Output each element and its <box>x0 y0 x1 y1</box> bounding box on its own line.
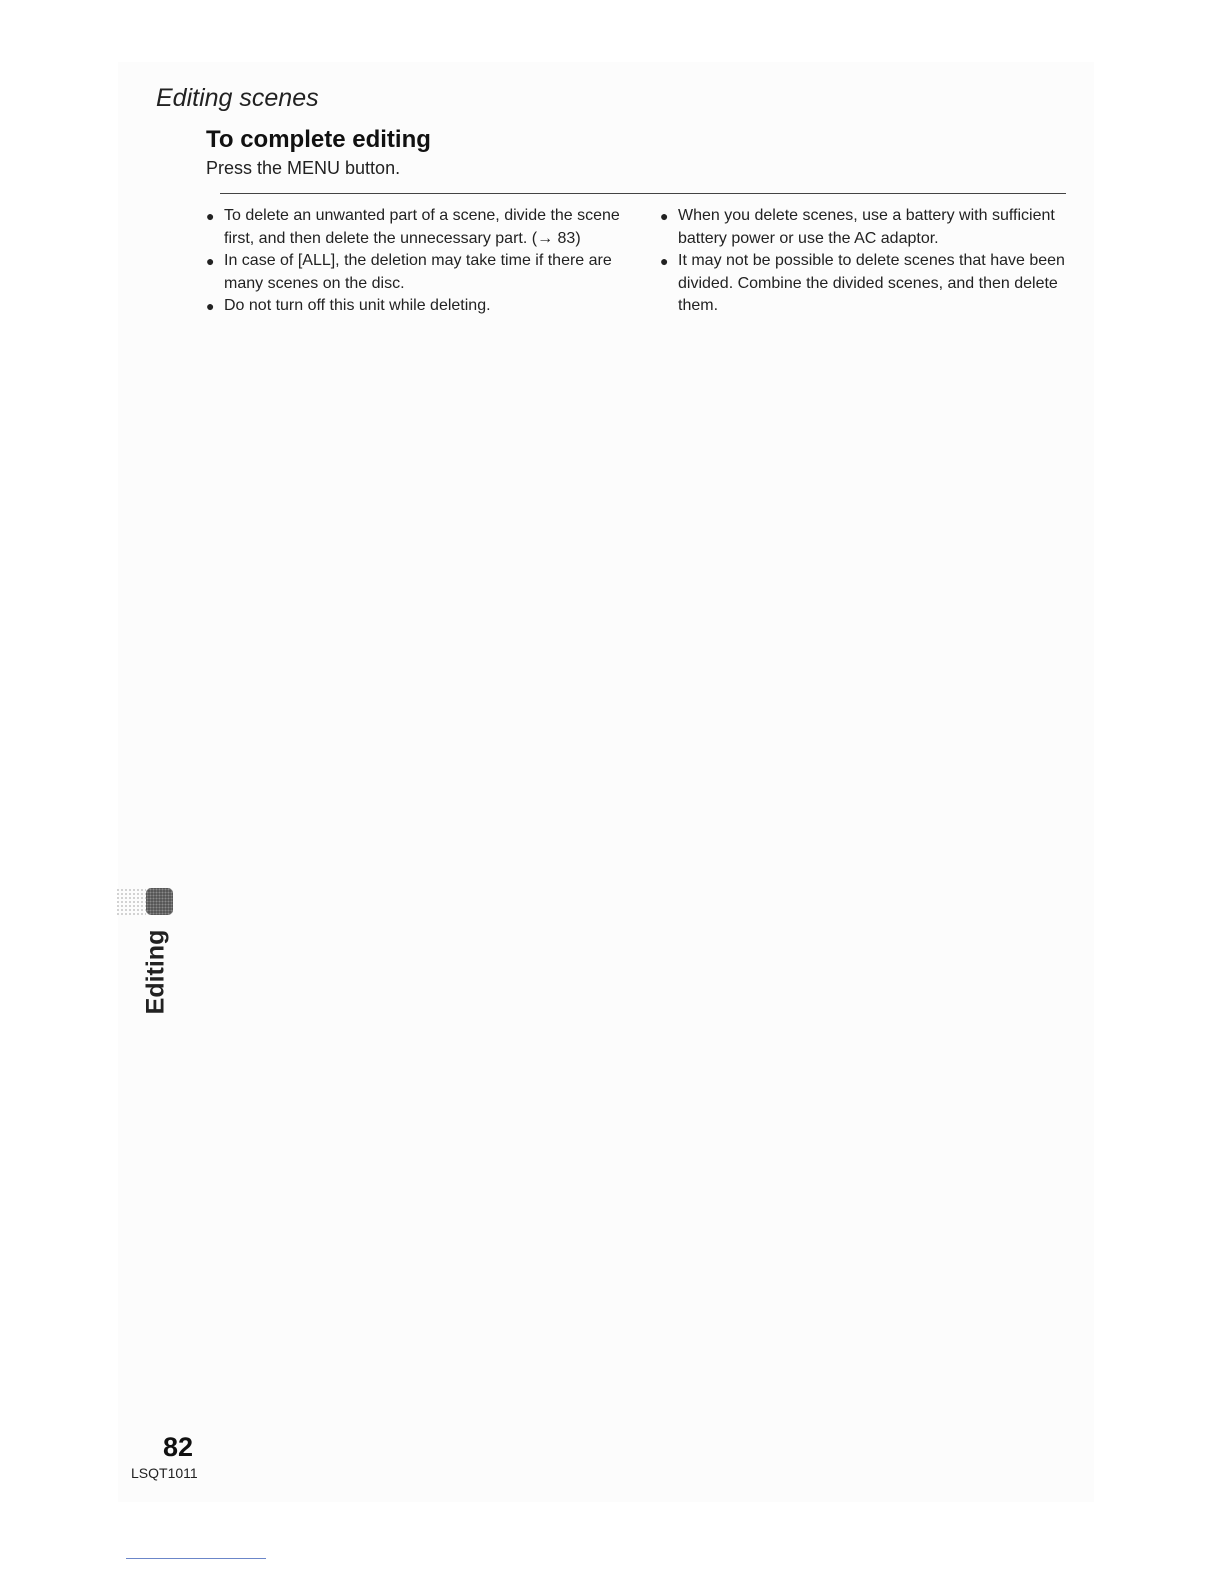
bullet-icon: ● <box>206 208 215 224</box>
bullet-icon: ● <box>206 298 215 315</box>
page-number: 82 <box>163 1432 194 1462</box>
subsection-body: Press the MENU button. <box>206 158 401 178</box>
section-title: Editing scenes <box>156 84 319 112</box>
subsection-heading: To complete editing <box>206 126 431 153</box>
bullet-icon: ● <box>660 208 669 224</box>
notes-left-column <box>206 205 626 318</box>
tab-square-icon <box>146 888 173 915</box>
notes-right-column <box>660 205 1070 318</box>
divider-rule <box>220 193 1066 194</box>
note-item <box>206 205 626 250</box>
scan-edge-line <box>126 1558 266 1559</box>
note-item <box>660 205 1070 250</box>
note-text: To delete an unwanted part of a scene, divide the scene first, and then delete the unnecessary part. (→ 83) <box>224 207 620 247</box>
note-text: When you delete scenes, use a battery with sufficient battery power or use the AC adaptor. <box>678 207 1055 247</box>
note-item <box>206 295 626 318</box>
bullet-icon: ● <box>660 253 669 270</box>
note-item <box>206 250 626 295</box>
tab-dot-pattern <box>116 888 146 916</box>
note-item <box>660 250 1070 318</box>
bullet-icon: ● <box>206 253 215 270</box>
document-code: LSQT1011 <box>131 1465 198 1481</box>
note-text: In case of [ALL], the deletion may take time if there are many scenes on the disc. <box>224 252 612 292</box>
note-text: It may not be possible to delete scenes that have been divided. Combine the divided scenes, and then delete them. <box>678 252 1065 315</box>
chapter-tab-marker <box>116 886 172 918</box>
side-chapter-label: Editing <box>141 929 170 1015</box>
note-text: Do not turn off this unit while deleting. <box>224 297 491 315</box>
